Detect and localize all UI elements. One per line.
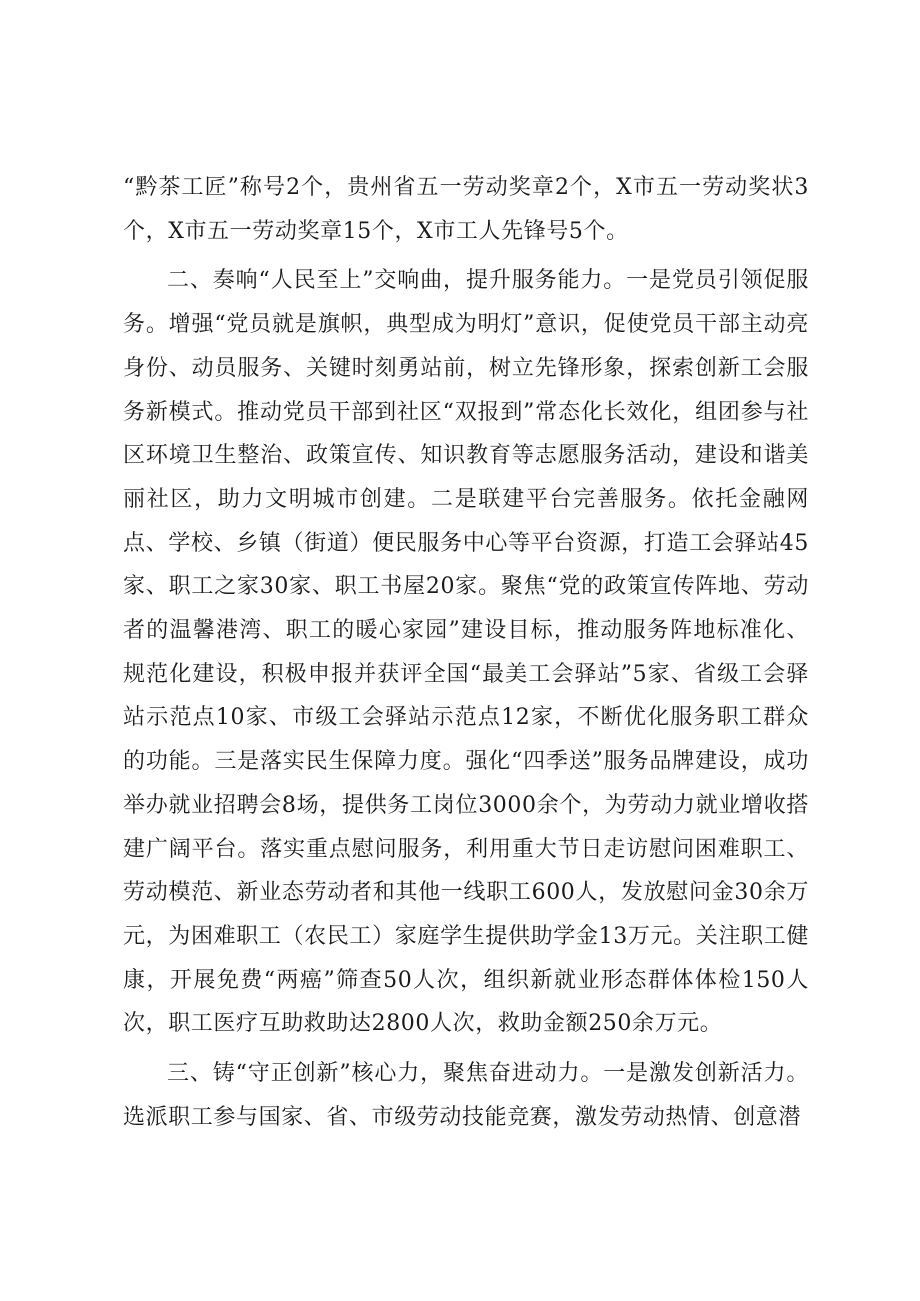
paragraph-section-three: 三、铸“守正创新”核心力，聚焦奋进动力。一是激发创新活力。选派职工参与国家、省、市级劳动技能竞赛，激发劳动热情、创意潜 (123, 1061, 809, 1130)
paragraph-section-two: 二、奏响“人民至上”交响曲，提升服务能力。一是党员引领促服务。增强“党员就是旗帜，典型成为明灯”意识，促使党员干部主动亮身份、动员服务、关键时刻勇站前，树立先锋形象，探索创新工会服务新模式。推动党员干部到社区“双报到”常态化长效化，组团参与社区环境卫生整治、政策宣传、知识教育等志愿服务活动，建设和谐美丽社区，助力文明城市创建。二是联建平台完善服务。依托金融网点、学校、乡镇（街道）便民服务中心等平台资源，打造工会驿站45家、职工之家30家、职工书屋20家。聚焦“党的政策宣传阵地、劳动者的温馨港湾、职工的暖心家园”建设目标，推动服务阵地标准化、规范化建设，积极申报并获评全国“最美工会驿站”5家、省级工会驿站示范点10家、市级工会驿站示范点12家，不断优化服务职工群众的功能。三是落实民生保障力度。强化“四季送”服务品牌建设，成功举办就业招聘会8场，提供务工岗位3000余个，为劳动力就业增收搭建广阔平台。落实重点慰问服务，利用重大节日走访慰问困难职工、劳动模范、新业态劳动者和其他一线职工600人，发放慰问金30余万元，为困难职工（农民工）家庭学生提供助学金13万元。关注职工健康，开展免费“两癌”筛查50人次，组织新就业形态群体体检150人次，职工医疗互助救助达2800人次，救助金额250余万元。 (123, 268, 809, 1037)
document-body (123, 166, 809, 1139)
paragraph-continuation: “黔茶工匠”称号2个，贵州省五一劳动奖章2个，X市五一劳动奖状3个，X市五一劳动奖章15个，X市工人先锋号5个。 (123, 175, 809, 244)
